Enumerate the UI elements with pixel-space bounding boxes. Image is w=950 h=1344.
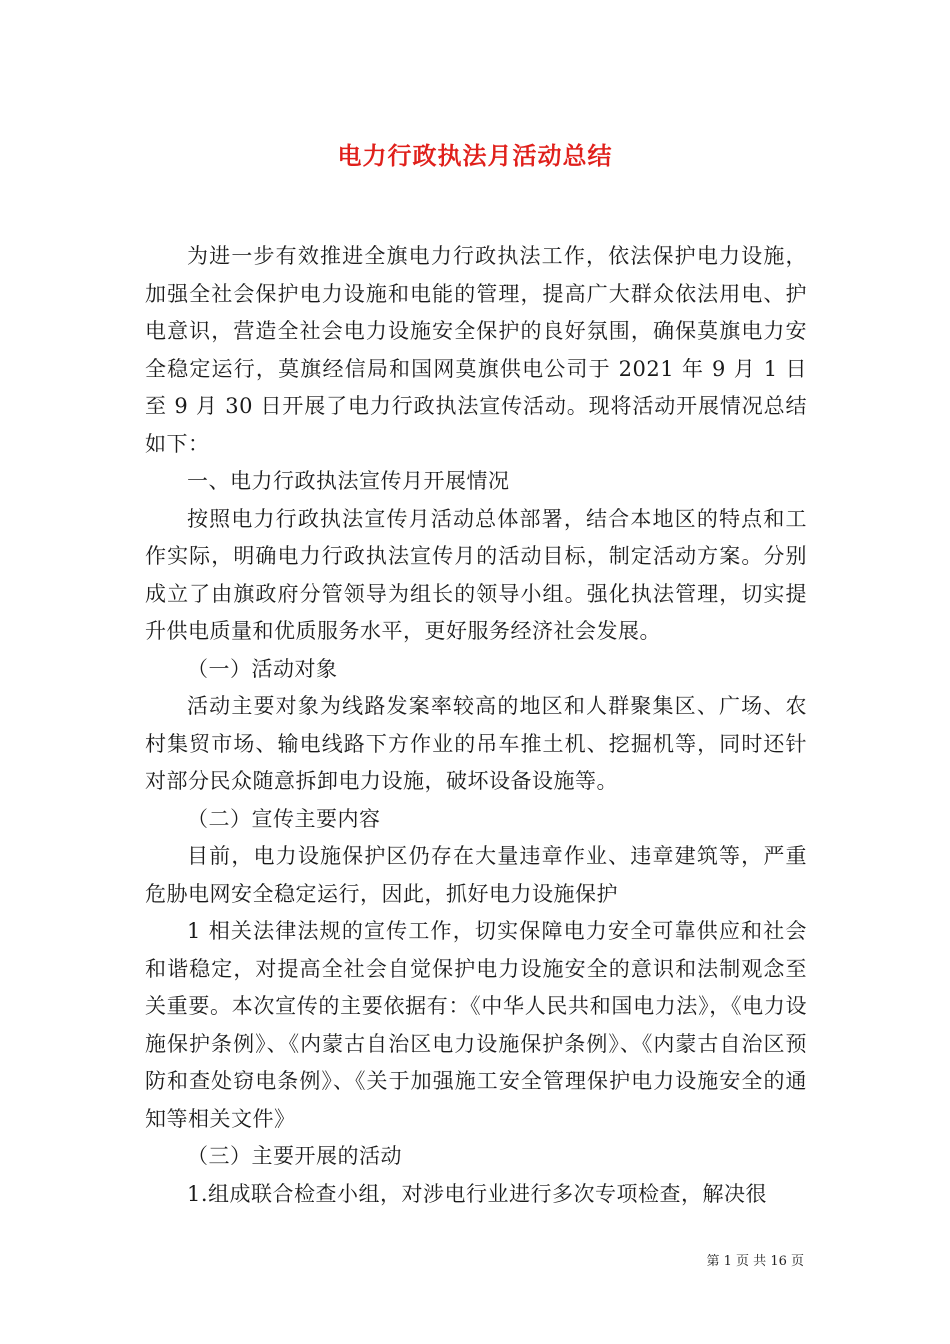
section-heading-1: 一、电力行政执法宣传月开展情况 bbox=[187, 469, 510, 493]
subsection-2-paragraph-cont: 1 相关法律法规的宣传工作，切实保障电力安全可靠供应和社会和谐稳定，对提高全社会自觉保护电力设施安全的意识和法制观念至关重要。本次宣传的主要依据有：《中华人民共和国电力法》，《电力设施保护条例》、《内蒙古自治区电力设施保护条例》、《内蒙古自治区预防和查处窃电条例》、《关于加强施工安全管理保护电力设施安全的通知等相关文件》 bbox=[145, 919, 807, 1131]
document-body bbox=[145, 238, 807, 1213]
intro-paragraph: 为进一步有效推进全旗电力行政执法工作，依法保护电力设施，加强全社会保护电力设施和电能的管理，提高广大群众依法用电、护电意识，营造全社会电力设施安全保护的良好氛围，确保莫旗电力安全稳定运行，莫旗经信局和国网莫旗供电公司于 2021 年 9 月 1 日至 9 月 30 日开展了电力行政执法宣传活动。现将活动开展情况总结如下： bbox=[145, 244, 807, 456]
section-1-paragraph: 按照电力行政执法宣传月活动总体部署，结合本地区的特点和工作实际，明确电力行政执法宣传月的活动目标，制定活动方案。分别成立了由旗政府分管领导为组长的领导小组。强化执法管理，切实提升供电质量和优质服务水平，更好服务经济社会发展。 bbox=[145, 506, 807, 643]
subsection-heading-1: （一）活动对象 bbox=[187, 656, 338, 681]
subsection-3-item-1: 1.组成联合检查小组，对涉电行业进行多次专项检查，解决很 bbox=[187, 1181, 768, 1206]
subsection-2-paragraph: 目前，电力设施保护区仍存在大量违章作业、违章建筑等，严重危胁电网安全稳定运行，因此，抓好电力设施保护 bbox=[145, 844, 807, 906]
document-title: 电力行政执法月活动总结 bbox=[337, 141, 613, 170]
subsection-1-paragraph: 活动主要对象为线路发案率较高的地区和人群聚集区、广场、农村集贸市场、输电线路下方作业的吊车推土机、挖掘机等，同时还针对部分民众随意拆卸电力设施，破坏设备设施等。 bbox=[145, 694, 807, 793]
page-number: 第 1 页 共 16 页 bbox=[706, 1254, 804, 1269]
subsection-heading-3: （三）主要开展的活动 bbox=[187, 1144, 402, 1168]
subsection-heading-2: （二）宣传主要内容 bbox=[187, 806, 381, 831]
